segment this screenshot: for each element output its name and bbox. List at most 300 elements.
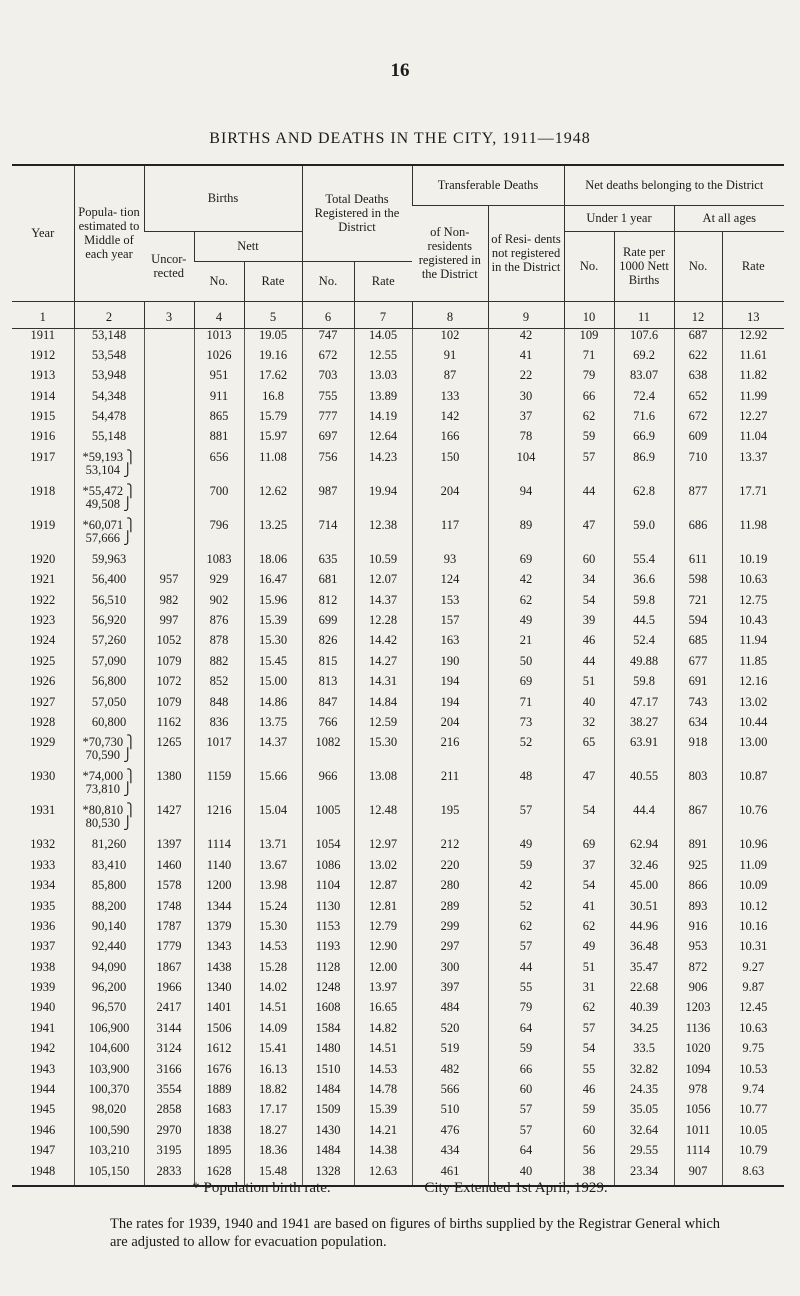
cell-u1no: 54 xyxy=(564,804,614,838)
cell-year: 1926 xyxy=(30,674,56,689)
cell-pop xyxy=(74,804,144,838)
cell-brate: 14.86 xyxy=(244,696,302,716)
cell-u1rate: 35.47 xyxy=(614,961,674,981)
cell-u1rate: 32.46 xyxy=(614,859,674,879)
cell-pop xyxy=(74,838,144,858)
cell-allrate: 10.53 xyxy=(722,1063,784,1083)
cell-res: 37 xyxy=(488,410,564,430)
header-births: Births xyxy=(144,165,302,231)
cell-year: 1941 xyxy=(30,1020,56,1035)
cell-unc xyxy=(144,519,194,553)
cell-drate: 12.90 xyxy=(354,940,412,960)
cell-dno: 1510 xyxy=(302,1063,354,1083)
cell-unc: 3554 xyxy=(144,1083,194,1103)
table-row xyxy=(12,634,784,654)
cell-drate: 15.39 xyxy=(354,1103,412,1123)
cell-res: 57 xyxy=(488,1124,564,1144)
cell-nonres: 211 xyxy=(412,770,488,804)
cell-pop xyxy=(74,1042,144,1062)
cell-u1no: 59 xyxy=(564,1103,614,1123)
population-value: 53,548 xyxy=(91,347,127,362)
cell-brate: 17.62 xyxy=(244,369,302,389)
cell-allrate: 11.82 xyxy=(722,369,784,389)
cell-bno: 1895 xyxy=(194,1144,244,1164)
header-u1-rate: Rate per 1000 Nett Births xyxy=(614,231,674,301)
population-value: 90,140 xyxy=(91,918,127,933)
cell-year: 1916 xyxy=(30,429,56,444)
table-row xyxy=(12,1001,784,1021)
cell-brate: 18.82 xyxy=(244,1083,302,1103)
population-value: 54,478 xyxy=(91,409,127,424)
cell-bno: 656 xyxy=(194,451,244,485)
cell-dno: 847 xyxy=(302,696,354,716)
cell-res: 59 xyxy=(488,1042,564,1062)
cell-res: 42 xyxy=(488,879,564,899)
cell-dno: 1128 xyxy=(302,961,354,981)
cell-allrate: 10.19 xyxy=(722,553,784,573)
cell-unc xyxy=(144,430,194,450)
cell-u1no: 66 xyxy=(564,390,614,410)
population-value: 100,590 xyxy=(88,1122,130,1137)
cell-pop xyxy=(74,369,144,389)
cell-allno: 622 xyxy=(674,349,722,369)
cell-unc: 957 xyxy=(144,573,194,593)
cell-allrate: 10.12 xyxy=(722,900,784,920)
cell-nonres: 153 xyxy=(412,594,488,614)
cell-drate: 15.30 xyxy=(354,736,412,770)
cell-allrate: 9.27 xyxy=(722,961,784,981)
cell-allno: 953 xyxy=(674,940,722,960)
cell-u1rate: 40.39 xyxy=(614,1001,674,1021)
table-row xyxy=(12,410,784,430)
cell-res: 89 xyxy=(488,519,564,553)
cell-nonres: 166 xyxy=(412,430,488,450)
cell-bno: 1340 xyxy=(194,981,244,1001)
cell-dno: 1248 xyxy=(302,981,354,1001)
population-value: 55,148 xyxy=(91,429,127,444)
cell-allno: 598 xyxy=(674,573,722,593)
cell-year: 1933 xyxy=(30,857,56,872)
cell-res: 44 xyxy=(488,961,564,981)
cell-nonres: 220 xyxy=(412,859,488,879)
cell-dno: 699 xyxy=(302,614,354,634)
cell-allno: 803 xyxy=(674,770,722,804)
cell-brate: 18.36 xyxy=(244,1144,302,1164)
cell-drate: 13.08 xyxy=(354,770,412,804)
cell-bno: 836 xyxy=(194,716,244,736)
cell-pop xyxy=(74,1144,144,1164)
cell-u1rate: 24.35 xyxy=(614,1083,674,1103)
cell-year: 1921 xyxy=(30,572,56,587)
cell-res: 78 xyxy=(488,430,564,450)
population-value: 96,200 xyxy=(91,980,127,995)
cell-bno: 1889 xyxy=(194,1083,244,1103)
cell-res: 62 xyxy=(488,920,564,940)
population-value: 57,050 xyxy=(91,694,127,709)
cell-brate: 16.8 xyxy=(244,390,302,410)
cell-dno: 966 xyxy=(302,770,354,804)
cell-bno: 1344 xyxy=(194,900,244,920)
cell-allno: 1094 xyxy=(674,1063,722,1083)
cell-allrate: 17.71 xyxy=(722,485,784,519)
cell-brate: 14.09 xyxy=(244,1022,302,1042)
cell-year: 1931 xyxy=(30,803,56,818)
cell-allno: 1011 xyxy=(674,1124,722,1144)
cell-dno: 755 xyxy=(302,390,354,410)
cell-allno: 918 xyxy=(674,736,722,770)
cell-brate: 19.05 xyxy=(244,328,302,349)
cell-drate: 14.19 xyxy=(354,410,412,430)
cell-dno: 714 xyxy=(302,519,354,553)
cell-bno: 881 xyxy=(194,430,244,450)
cell-year: 1948 xyxy=(12,1165,74,1186)
cell-drate: 12.63 xyxy=(354,1165,412,1186)
population-value: 100,370 xyxy=(88,1082,130,1097)
cell-bno: 796 xyxy=(194,519,244,553)
cell-dno: 672 xyxy=(302,349,354,369)
cell-unc xyxy=(144,369,194,389)
population-value: 56,920 xyxy=(91,613,127,628)
cell-brate: 17.17 xyxy=(244,1103,302,1123)
population-value: 53,948 xyxy=(91,368,127,383)
population-value: 103,900 xyxy=(88,1061,130,1076)
table-row xyxy=(12,900,784,920)
cell-res: 60 xyxy=(488,1083,564,1103)
column-number: 3 xyxy=(144,301,194,328)
population-value: 57,260 xyxy=(91,633,127,648)
population-value: 57,090 xyxy=(91,653,127,668)
header-under-1: Under 1 year xyxy=(564,205,674,231)
column-number: 9 xyxy=(488,301,564,328)
cell-res: 57 xyxy=(488,804,564,838)
cell-unc xyxy=(144,553,194,573)
cell-unc: 3195 xyxy=(144,1144,194,1164)
cell-nonres: 194 xyxy=(412,696,488,716)
population-value: 56,400 xyxy=(91,572,127,587)
cell-unc xyxy=(144,451,194,485)
cell-allrate: 10.16 xyxy=(722,920,784,940)
cell-brate: 15.97 xyxy=(244,430,302,450)
cell-nonres: 124 xyxy=(412,573,488,593)
population-value: *59,193 ⎫ xyxy=(82,449,136,464)
cell-res: 49 xyxy=(488,614,564,634)
cell-allrate: 11.98 xyxy=(722,519,784,553)
cell-unc: 1460 xyxy=(144,859,194,879)
cell-unc: 1072 xyxy=(144,675,194,695)
cell-u1rate: 62.94 xyxy=(614,838,674,858)
cell-allrate: 10.43 xyxy=(722,614,784,634)
table-row xyxy=(12,614,784,634)
cell-unc: 1779 xyxy=(144,940,194,960)
cell-u1no: 39 xyxy=(564,614,614,634)
cell-unc: 1397 xyxy=(144,838,194,858)
cell-year: 1939 xyxy=(30,980,56,995)
cell-u1rate: 72.4 xyxy=(614,390,674,410)
cell-allno: 609 xyxy=(674,430,722,450)
cell-res: 64 xyxy=(488,1022,564,1042)
cell-u1rate: 35.05 xyxy=(614,1103,674,1123)
cell-allno: 1114 xyxy=(674,1144,722,1164)
cell-nonres: 133 xyxy=(412,390,488,410)
cell-brate: 15.30 xyxy=(244,634,302,654)
cell-drate: 12.64 xyxy=(354,430,412,450)
cell-u1rate: 86.9 xyxy=(614,451,674,485)
cell-res: 52 xyxy=(488,736,564,770)
cell-drate: 16.65 xyxy=(354,1001,412,1021)
cell-brate: 12.62 xyxy=(244,485,302,519)
cell-dno: 635 xyxy=(302,553,354,573)
cell-nonres: 280 xyxy=(412,879,488,899)
population-value-alt: 57,666 ⎭ xyxy=(85,530,133,545)
cell-brate: 18.27 xyxy=(244,1124,302,1144)
cell-year: 1912 xyxy=(30,347,56,362)
cell-allrate: 11.04 xyxy=(722,430,784,450)
cell-dno: 1054 xyxy=(302,838,354,858)
cell-bno: 700 xyxy=(194,485,244,519)
table-row xyxy=(12,879,784,899)
cell-unc: 1079 xyxy=(144,696,194,716)
cell-u1no: 59 xyxy=(564,430,614,450)
cell-allrate: 11.99 xyxy=(722,390,784,410)
cell-u1rate: 32.82 xyxy=(614,1063,674,1083)
header-total-deaths: Total Deaths Registered in the District xyxy=(302,165,412,261)
cell-dno: 1480 xyxy=(302,1042,354,1062)
cell-allrate: 12.45 xyxy=(722,1001,784,1021)
cell-bno: 1216 xyxy=(194,804,244,838)
cell-u1rate: 62.8 xyxy=(614,485,674,519)
cell-bno: 929 xyxy=(194,573,244,593)
column-number: 4 xyxy=(194,301,244,328)
table-row xyxy=(12,1042,784,1062)
table-row xyxy=(12,349,784,369)
cell-pop xyxy=(74,1083,144,1103)
cell-bno: 1438 xyxy=(194,961,244,981)
cell-drate: 14.27 xyxy=(354,655,412,675)
cell-brate: 13.98 xyxy=(244,879,302,899)
cell-nonres: 397 xyxy=(412,981,488,1001)
cell-unc: 997 xyxy=(144,614,194,634)
cell-drate: 12.97 xyxy=(354,838,412,858)
cell-bno: 1017 xyxy=(194,736,244,770)
cell-res: 40 xyxy=(488,1165,564,1186)
cell-year: 1934 xyxy=(30,878,56,893)
cell-nonres: 150 xyxy=(412,451,488,485)
cell-bno: 1159 xyxy=(194,770,244,804)
column-number: 2 xyxy=(74,301,144,328)
cell-res: 57 xyxy=(488,1103,564,1123)
cell-nonres: 91 xyxy=(412,349,488,369)
cell-u1rate: 71.6 xyxy=(614,410,674,430)
cell-u1no: 41 xyxy=(564,900,614,920)
cell-pop xyxy=(74,594,144,614)
table-row xyxy=(12,804,784,838)
table-row xyxy=(12,961,784,981)
cell-bno: 1838 xyxy=(194,1124,244,1144)
cell-pop xyxy=(74,716,144,736)
header-u1-no: No. xyxy=(564,231,614,301)
cell-allrate: 10.31 xyxy=(722,940,784,960)
cell-nonres: 157 xyxy=(412,614,488,634)
cell-unc xyxy=(144,410,194,430)
cell-bno: 1683 xyxy=(194,1103,244,1123)
cell-allno: 691 xyxy=(674,675,722,695)
cell-allrate: 11.85 xyxy=(722,655,784,675)
births-deaths-table xyxy=(12,164,784,1187)
table-row xyxy=(12,859,784,879)
cell-pop xyxy=(74,1124,144,1144)
cell-res: 79 xyxy=(488,1001,564,1021)
cell-allno: 907 xyxy=(674,1165,722,1186)
footnote xyxy=(0,1180,800,1197)
cell-res: 62 xyxy=(488,594,564,614)
cell-res: 30 xyxy=(488,390,564,410)
cell-pop xyxy=(74,981,144,1001)
cell-bno: 1140 xyxy=(194,859,244,879)
column-number: 6 xyxy=(302,301,354,328)
cell-dno: 681 xyxy=(302,573,354,593)
cell-u1no: 60 xyxy=(564,1124,614,1144)
cell-brate: 14.37 xyxy=(244,736,302,770)
cell-nonres: 204 xyxy=(412,485,488,519)
column-number: 12 xyxy=(674,301,722,328)
cell-drate: 14.31 xyxy=(354,675,412,695)
cell-brate: 15.66 xyxy=(244,770,302,804)
cell-pop xyxy=(74,859,144,879)
cell-pop xyxy=(74,328,144,349)
cell-year: 1927 xyxy=(30,694,56,709)
cell-bno: 1401 xyxy=(194,1001,244,1021)
table-row xyxy=(12,675,784,695)
cell-nonres: 289 xyxy=(412,900,488,920)
cell-year: 1922 xyxy=(30,592,56,607)
cell-allno: 685 xyxy=(674,634,722,654)
table-row xyxy=(12,519,784,553)
cell-allrate: 10.79 xyxy=(722,1144,784,1164)
column-number: 7 xyxy=(354,301,412,328)
cell-allrate: 13.02 xyxy=(722,696,784,716)
cell-dno: 1509 xyxy=(302,1103,354,1123)
cell-bno: 1200 xyxy=(194,879,244,899)
cell-u1no: 47 xyxy=(564,770,614,804)
cell-u1no: 79 xyxy=(564,369,614,389)
cell-year: 1944 xyxy=(30,1082,56,1097)
header-all-ages: At all ages xyxy=(674,205,784,231)
cell-unc: 1578 xyxy=(144,879,194,899)
cell-u1rate: 59.8 xyxy=(614,594,674,614)
cell-res: 49 xyxy=(488,838,564,858)
table-row xyxy=(12,553,784,573)
cell-res: 94 xyxy=(488,485,564,519)
cell-u1no: 62 xyxy=(564,410,614,430)
cell-u1no: 44 xyxy=(564,485,614,519)
table-row xyxy=(12,655,784,675)
cell-unc: 2858 xyxy=(144,1103,194,1123)
cell-year: 1917 xyxy=(30,449,56,464)
cell-dno: 815 xyxy=(302,655,354,675)
cell-allno: 906 xyxy=(674,981,722,1001)
cell-dno: 747 xyxy=(302,328,354,349)
cell-u1no: 47 xyxy=(564,519,614,553)
footnote-city-extended: City Extended 1st April, 1929. xyxy=(424,1180,608,1196)
header-uncorrected: Uncor- rected xyxy=(144,231,194,301)
population-value: 53,148 xyxy=(91,327,127,342)
table-row xyxy=(12,1124,784,1144)
cell-unc: 1162 xyxy=(144,716,194,736)
cell-drate: 12.00 xyxy=(354,961,412,981)
population-value-alt: 70,590 ⎭ xyxy=(85,748,133,763)
cell-drate: 10.59 xyxy=(354,553,412,573)
cell-allrate: 11.94 xyxy=(722,634,784,654)
cell-year: 1945 xyxy=(30,1102,56,1117)
cell-allrate: 10.63 xyxy=(722,573,784,593)
cell-allno: 978 xyxy=(674,1083,722,1103)
cell-drate: 12.55 xyxy=(354,349,412,369)
cell-unc: 1966 xyxy=(144,981,194,1001)
cell-nonres: 163 xyxy=(412,634,488,654)
cell-nonres: 299 xyxy=(412,920,488,940)
cell-allno: 710 xyxy=(674,451,722,485)
cell-brate: 13.71 xyxy=(244,838,302,858)
cell-res: 71 xyxy=(488,696,564,716)
cell-bno: 1379 xyxy=(194,920,244,940)
footnote-population: * Population birth rate. xyxy=(192,1180,331,1196)
table-row xyxy=(12,328,784,349)
cell-res: 59 xyxy=(488,859,564,879)
cell-drate: 14.23 xyxy=(354,451,412,485)
cell-allno: 634 xyxy=(674,716,722,736)
cell-u1rate: 38.27 xyxy=(614,716,674,736)
cell-allno: 721 xyxy=(674,594,722,614)
cell-res: 21 xyxy=(488,634,564,654)
cell-allrate: 13.37 xyxy=(722,451,784,485)
cell-dno: 1328 xyxy=(302,1165,354,1186)
table-row xyxy=(12,981,784,1001)
cell-nonres: 566 xyxy=(412,1083,488,1103)
cell-dno: 1430 xyxy=(302,1124,354,1144)
population-value: *74,000 ⎫ xyxy=(82,769,136,784)
cell-pop xyxy=(74,553,144,573)
cell-pop xyxy=(74,879,144,899)
cell-brate: 13.67 xyxy=(244,859,302,879)
cell-drate: 14.42 xyxy=(354,634,412,654)
cell-bno: 865 xyxy=(194,410,244,430)
table-row xyxy=(12,1022,784,1042)
cell-dno: 1005 xyxy=(302,804,354,838)
cell-allno: 672 xyxy=(674,410,722,430)
cell-u1no: 62 xyxy=(564,1001,614,1021)
cell-unc: 3144 xyxy=(144,1022,194,1042)
cell-u1no: 54 xyxy=(564,879,614,899)
cell-brate: 15.04 xyxy=(244,804,302,838)
column-number: 10 xyxy=(564,301,614,328)
population-value: 56,800 xyxy=(91,674,127,689)
population-value: 54,348 xyxy=(91,388,127,403)
cell-dno: 777 xyxy=(302,410,354,430)
cell-dno: 812 xyxy=(302,594,354,614)
cell-nonres: 212 xyxy=(412,838,488,858)
cell-allrate: 12.27 xyxy=(722,410,784,430)
table-row xyxy=(12,390,784,410)
cell-allno: 866 xyxy=(674,879,722,899)
column-number: 13 xyxy=(722,301,784,328)
cell-bno: 848 xyxy=(194,696,244,716)
column-number: 1 xyxy=(12,301,74,328)
cell-allno: 686 xyxy=(674,519,722,553)
cell-bno: 1612 xyxy=(194,1042,244,1062)
cell-u1no: 49 xyxy=(564,940,614,960)
table-row xyxy=(12,1083,784,1103)
header-population: Popula- tion estimated to Middle of each year xyxy=(74,165,144,301)
